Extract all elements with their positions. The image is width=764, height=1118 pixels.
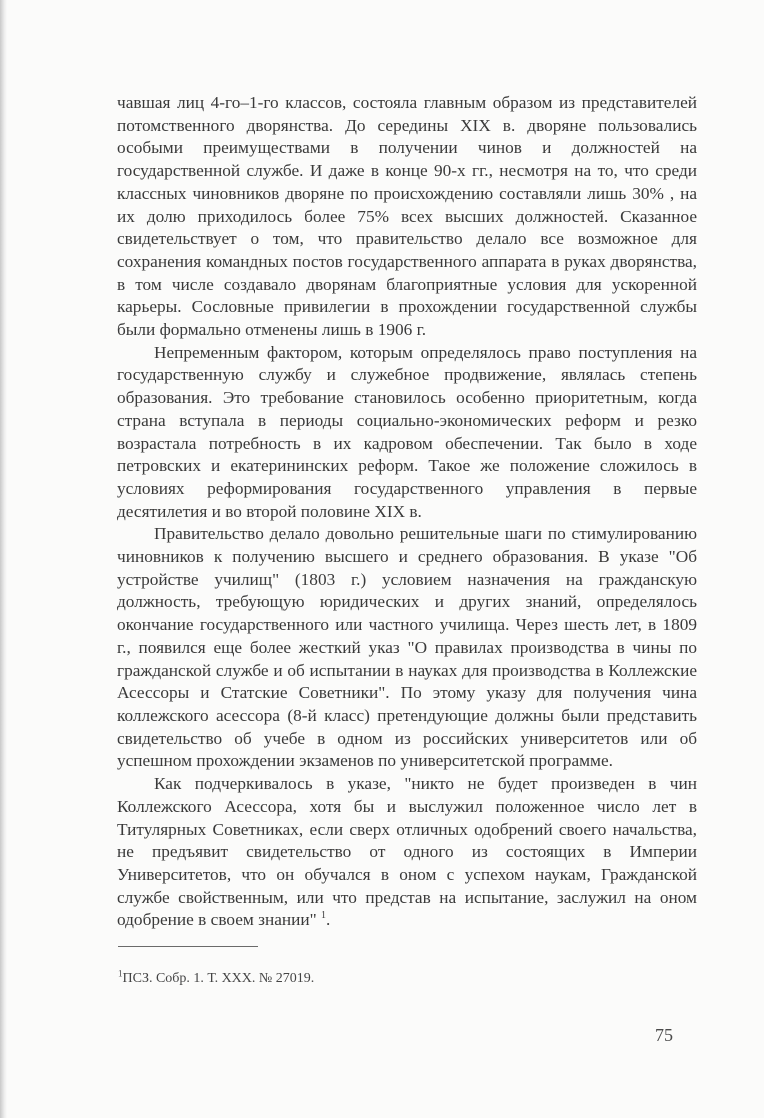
paragraph-1: чавшая лиц 4-го–1-го классов, состояла главным образом из представителей потомственного дворянства. До середины XIX в. дворяне пользовались особыми преимуществами в получении чинов и должностей на государственной службе. И даже в конце 90-х гг., несмотря на то, что среди классных чиновников дворяне по происхождению составляли лишь 30% , на их долю приходилось более 75% всех высших должностей. Сказанное свидетельствует о том, что правительство делало все возможное для сохранения командных постов государственного аппарата в руках дворянства, в том числе создавало дворянам благоприятные условия для ускоренной карьеры. Сословные привилегии в прохождении государственной службы были формально отменены лишь в 1906 г. [117, 93, 697, 340]
paragraph-4-text: Как подчеркивалось в указе, "никто не будет произведен в чин Коллежского Асессора, хотя бы и выслужил положенное число лет в Титулярных Советниках, если сверх отличных одобрений своего начальства, не предъявит свидетельство от одного из состоящих в Империи Университетов, что он обучался в оном с успехом наукам, Гражданской службе свойственным, или что представ на испытание, заслужил на оном одобрение в своем знании" [117, 774, 697, 930]
paragraph-2: Непременным фактором, которым определялось право поступления на государственную службу и служебное продвижение, являлась степень образования. Это требование становилось особенно приоритетным, когда страна вступала в периоды социально-экономических реформ и резко возрастала потребность в их кадровом обеспечении. Так было в ходе петровских и екатерининских реформ. Такое же положение сложилось в условиях реформирования государственного управления в первые десятилетия и во второй половине XIX в. [117, 342, 697, 521]
footnote-divider [118, 946, 258, 947]
footnote-number: 1 [118, 968, 123, 979]
footnote-text: ПСЗ. Собр. 1. Т. XXX. № 27019. [122, 971, 315, 986]
page-number: 75 [655, 1025, 673, 1045]
paragraph-3: Правительство делало довольно решительные шаги по стимулированию чиновников к получению высшего и среднего образования. В указе "Об устройстве училищ" (1803 г.) условием назначения на гражданскую должность, требующую юридических и других знаний, определялось окончание государственного или частного училища. Через шесть лет, в 1809 г., появился еще более жесткий указ "О правилах производства в чины по гражданской службе и об испытании в науках для производства в Коллежские Асессоры и Статские Советники". По этому указу для получения чина коллежского асессора (8-й класс) претендующие должны были представить свидетельство об учебе в одном из российских университетов или об успешном прохождении экзаменов по университетской программе. [117, 524, 697, 771]
body-text [117, 92, 697, 932]
paragraph-4: Как подчеркивалось в указе, "никто не будет произведен в чин Коллежского Асессора, хотя бы и выслужил положенное число лет в Титулярных Советниках, если сверх отличных одобрений своего начальства, не предъявит свидетельство от одного из состоящих в Империи Университетов, что он обучался в оном с успехом наукам, Гражданской службе свойственным, или что представ на испытание, заслужил на оном одобрение в своем знании" $^1$. [117, 774, 697, 930]
scan-shadow-edge [0, 0, 7, 1118]
footnote [118, 970, 678, 988]
footnote-reference: 1 [321, 910, 327, 922]
